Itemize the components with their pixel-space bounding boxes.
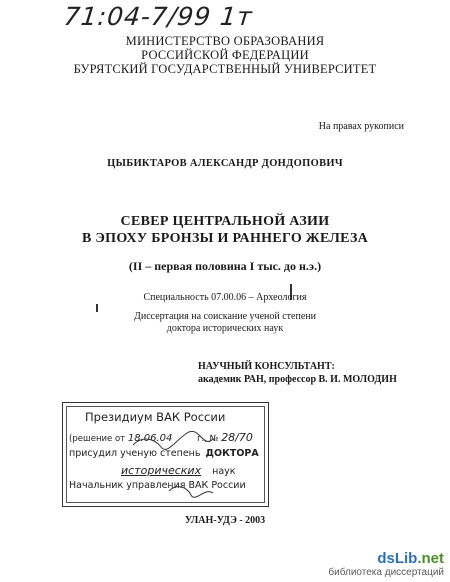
title-line-1: СЕВЕР ЦЕНТРАЛЬНОЙ АЗИИ: [120, 214, 330, 229]
stamp-decision: [69, 431, 253, 444]
stamp-decision-label: (решение от: [69, 434, 126, 444]
dissertation-title: [0, 213, 450, 247]
stamp-awarded-label: присудил ученую степень: [69, 448, 201, 459]
handwritten-code: 71:04-7/99 1т: [62, 2, 255, 31]
stamp-field: [121, 464, 236, 477]
stamp-field-value: исторических: [121, 464, 202, 477]
stamp-degree: ДОКТОРА: [205, 448, 259, 459]
dissertation-line-2: доктора исторических наук: [166, 323, 284, 334]
stamp-title: Президиум ВАК России: [85, 410, 226, 424]
header-line-2: РОССИЙСКОЙ ФЕДЕРАЦИИ: [141, 48, 309, 62]
consultant-label: НАУЧНЫЙ КОНСУЛЬТАНТ:: [198, 361, 335, 372]
stamp-decision-number: 28/70: [221, 431, 253, 444]
vak-stamp: [62, 402, 269, 507]
specialty: Специальность 07.00.06 – Археология: [143, 292, 307, 303]
stamp-field-suffix: наук: [212, 466, 236, 477]
author-name: ЦЫБИКТАРОВ АЛЕКСАНДР ДОНДОПОВИЧ: [107, 158, 343, 169]
title-line-2: В ЭПОХУ БРОНЗЫ И РАННЕГО ЖЕЛЕЗА: [81, 231, 369, 246]
library-watermark: [328, 550, 444, 578]
consultant-name: академик РАН, профессор В. И. МОЛОДИН: [198, 374, 397, 385]
stamp-number-label: г., №: [197, 434, 219, 444]
watermark-subtitle: библиотека диссертаций: [328, 567, 444, 578]
stamp-awarded: [69, 448, 259, 459]
ministry-header: [0, 34, 450, 76]
stamp-decision-date: 18.06.04: [127, 433, 173, 444]
stamp-head: Начальник управления ВАК России: [69, 480, 246, 491]
logo-tld: .net: [417, 550, 444, 567]
logo-main: dsLib: [377, 550, 418, 567]
dissertation-line-1: Диссертация на соискание ученой степени: [134, 311, 316, 322]
header-line-3: БУРЯТСКИЙ ГОСУДАРСТВЕННЫЙ УНИВЕРСИТЕТ: [73, 62, 377, 76]
scientific-consultant: [198, 360, 397, 386]
city-year: УЛАН-УДЭ - 2003: [184, 515, 266, 526]
period-subtitle: (II – первая половина I тыс. до н.э.): [128, 259, 322, 273]
dissertation-note: [0, 311, 450, 335]
dslib-logo: [328, 550, 444, 567]
header-line-1: МИНИСТЕРСТВО ОБРАЗОВАНИЯ: [125, 34, 325, 48]
rights-note: На правах рукописи: [318, 121, 404, 132]
